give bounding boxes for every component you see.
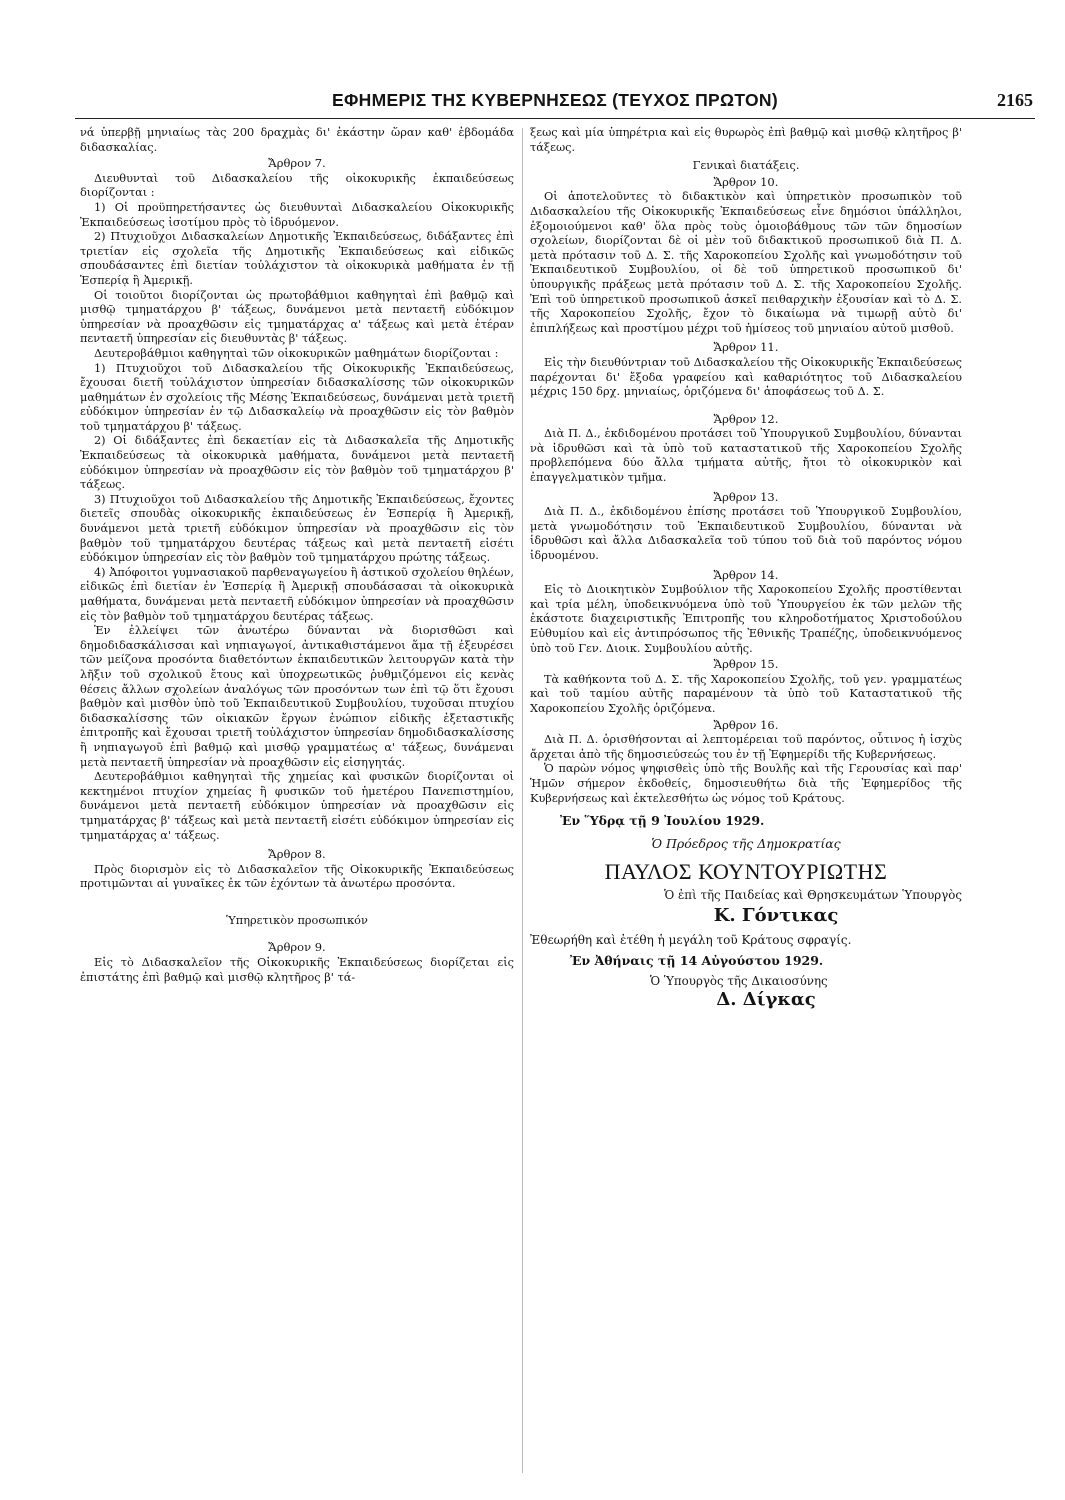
section-heading-staff: Ὑπηρετικὸν προσωπικόν	[226, 913, 368, 927]
article-9-heading: Ἄρθρον 9.	[268, 940, 326, 955]
article-7-heading: Ἄρθρον 7.	[268, 156, 326, 171]
paragraph: Διὰ Π. Δ., ἐκδιδομένου προτάσει τοῦ Ὑπουργικοῦ Συμβουλίου, δύνανται νὰ ἱδρυθῶσι καὶ τὰ ὑπὸ τοῦ καταστατικοῦ τῆς Χαροκοπείου Σχολῆς προβλεπόμενα δύο ἄλλα τμήματα αὐτῆς, ἤτοι τὸ οἰκοκυρικὸν καὶ ἐπαγγελματικὸν τμῆμα.	[530, 427, 962, 485]
paragraph: 2) Οἱ διδάξαντες ἐπὶ δεκαετίαν εἰς τὰ Διδασκαλεῖα τῆς Δημοτικῆς Ἐκπαιδεύσεως τὰ οἰκοκυρικὰ μαθήματα, δυνάμενοι μετὰ πενταετῆ εὐδόκιμον ὑπηρεσίαν νὰ προαχθῶσιν εἰς τὸν βαθμὸν τοῦ τμηματάρχου β' τάξεως.	[80, 434, 514, 492]
paragraph: 1) Οἱ προϋπηρετήσαντες ὡς διευθυνταὶ Διδασκαλείου Οἰκοκυρικῆς Ἐκπαιδεύσεως ἰσοτίμου πρὸς τὸ ἱδρυόμενον.	[80, 200, 514, 229]
president-title: Ὁ Πρόεδρος τῆς Δημοκρατίας	[651, 835, 841, 851]
paragraph: 4) Ἀπόφοιτοι γυμνασιακοῦ παρθεναγωγείου ἢ ἀστικοῦ σχολείου θηλέων, εἰδικῶς ἐπὶ διετίαν ἐν Ἑσπερίᾳ ἢ Ἀμερικῇ σπουδάσασαι τὰ οἰκοκυρικὰ μαθήματα, δυνάμεναι μετὰ πενταετῆ εὐδόκιμον ὑπηρεσίαν νὰ προαχθῶσιν εἰς τὸν βαθμὸν τοῦ τμηματάρχου δευτέρας τάξεως.	[80, 565, 514, 623]
paragraph: νά ὑπερβῇ μηνιαίως τὰς 200 δραχμὰς δι' ἑκάστην ὥραν καθ' ἑβδομάδα διδασκαλίας.	[80, 126, 514, 154]
paragraph: ξεως καὶ μία ὑπηρέτρια καὶ εἰς θυρωρὸς ἐπὶ βαθμῷ καὶ μισθῷ κλητῆρος β' τάξεως.	[530, 126, 962, 154]
paragraph: 2) Πτυχιοῦχοι Διδασκαλείων Δημοτικῆς Ἐκπαιδεύσεως, διδάξαντες ἐπὶ τριετίαν εἰς σχολεῖα τῆς Δημοτικῆς Ἐκπαιδεύσεως καὶ εἰδικῶς σπουδάσαντες ἐπὶ διετίαν τοὐλάχιστον τὰ οἰκοκυρικὰ μαθήματα ἐν τῇ Ἑσπερίᾳ ἢ Ἀμερικῇ.	[80, 230, 514, 287]
paragraph: Δευτεροβάθμιοι καθηγηταὶ τῶν οἰκοκυρικῶν μαθημάτων διορίζονται :	[94, 346, 499, 360]
enactment-date: Ἐν Ὕδρᾳ τῇ 9 Ἰουλίου 1929.	[560, 813, 765, 829]
article-10-heading: Ἄρθρον 10.	[713, 174, 779, 189]
paragraph: Εἰς τὴν διευθύντριαν τοῦ Διδασκαλείου τῆς Οἰκοκυρικῆς Ἐκπαιδεύσεως παρέχονται δι' ἔξοδα γραφείου καὶ καθαριότητος τοῦ Διδασκαλείου μέχρις 150 δρχ. μηνιαίως, ὁριζόμενα δι' ἀποφάσεως τοῦ Δ. Σ.	[530, 355, 962, 399]
seal-date: Ἐν Ἀθήναις τῇ 14 Αὐγούστου 1929.	[570, 952, 824, 968]
paragraph: 3) Πτυχιοῦχοι τοῦ Διδασκαλείου τῆς Δημοτικῆς Ἐκπαιδεύσεως, ἔχοντες διετεῖς σπουδὰς οἰκοκυρικῆς ἐκπαιδεύσεως ἐν Ἑσπερίᾳ ἢ Ἀμερικῇ, δυνάμενοι μετὰ τριετῆ εὐδόκιμον ὑπηρεσίαν νὰ προαχθῶσιν εἰς τὸν βαθμὸν τοῦ τμηματάρχου δευτέρας τάξεως καὶ μετὰ πενταετῆ εἰσέτι εὐδόκιμον ὑπηρεσίαν εἰς τὸν βαθμὸν τοῦ τμηματάρχου πρώτης τάξεως.	[80, 492, 514, 565]
right-column	[530, 126, 962, 1010]
section-heading-general: Γενικαὶ διατάξεις.	[692, 159, 800, 173]
paragraph: Οἱ τοιοῦτοι διορίζονται ὡς πρωτοβάθμιοι καθηγηταὶ ἐπὶ βαθμῷ καὶ μισθῷ τμηματάρχου β' τάξεως, δυνάμενοι μετὰ πενταετῆ εὐδόκιμον ὑπηρεσίαν νὰ προαχθῶσιν εἰς τμηματάρχας α' τάξεως καὶ μετὰ ἑτέραν πενταετῆ ὑπηρεσίαν εἰς διευθυντὰς β' τάξεως.	[80, 288, 514, 346]
paragraph: Διὰ Π. Δ. ὁρισθήσονται αἱ λεπτομέρειαι τοῦ παρόντος, οὗτινος ἡ ἰσχὺς ἄρχεται ἀπὸ τῆς δημοσιεύσεώς του ἐν τῇ Ἐφημερίδι τῆς Κυβερνήσεως.	[530, 733, 962, 761]
gazette-title: ΕΦΗΜΕΡΙΣ ΤΗΣ ΚΥΒΕΡΝΗΣΕΩΣ (ΤΕΥΧΟΣ ΠΡΩΤΟΝ)	[332, 90, 778, 110]
paragraph: Δευτεροβάθμιοι καθηγηταὶ τῆς χημείας καὶ φυσικῶν διορίζονται οἱ κεκτημένοι πτυχίον χημείας ἢ φυσικῶν τοῦ ἡμετέρου Πανεπιστημίου, δυνάμενοι μετὰ πενταετῆ εὐδόκιμον ὑπηρεσίαν νὰ προαχθῶσιν εἰς τμηματάρχας β' τάξεως καὶ μετὰ πενταετῆ εἰσέτι εὐδόκιμον ὑπηρεσίαν εἰς τμηματάρχας α' τάξεως.	[80, 770, 514, 842]
article-16-heading: Ἄρθρον 16.	[713, 717, 779, 732]
paragraph: Τὰ καθήκοντα τοῦ Δ. Σ. τῆς Χαροκοπείου Σχολῆς, τοῦ γεν. γραμματέως καὶ τοῦ ταμίου αὐτῆς παραμένουν τὰ ὑπὸ τοῦ Καταστατικοῦ τῆς Χαροκοπείου Σχολῆς ὁριζόμενα.	[530, 672, 962, 715]
paragraph: Οἱ ἀποτελοῦντες τὸ διδακτικὸν καὶ ὑπηρετικὸν προσωπικὸν τοῦ Διδασκαλείου τῆς Οἰκοκυρικῆς Ἐκπαιδεύσεως εἶνε δημόσιοι ὑπάλληλοι, ἐξομοιούμενοι καθ' ὅλα πρὸς τοὺς ὁμοιοβάθμους τῶν τῶν δημοσίων σχολείων, διορίζονται δὲ οἱ μὲν τοῦ διδακτικοῦ προσωπικοῦ διὰ Π. Δ. μετὰ πρότασιν τοῦ Δ. Σ. τῆς Χαροκοπείου Σχολῆς καὶ γνωμοδότησιν τοῦ Ἐκπαιδευτικοῦ Συμβουλίου, οἱ δὲ τοῦ ὑπηρετικοῦ προσωπικοῦ δι' ὑπουργικῆς πράξεως μετὰ πρότασιν τοῦ Δ. Σ. τῆς Χαροκοπείου Σχολῆς. Ἐπὶ τοῦ ὑπηρετικοῦ προσωπικοῦ ἀσκεῖ πειθαρχικὴν ἐξουσίαν καὶ τὸ Δ. Σ. τῆς Χαροκοπείου Σχολῆς, ἔχον τὸ δικαίωμα νὰ τιμωρῇ αὐτὸ δι' ἐπιπλήξεως καὶ προστίμου μέχρι τοῦ ἡμίσεος τοῦ μηνιαίου αὐτοῦ μισθοῦ.	[530, 190, 962, 335]
paragraph: Διευθυνταὶ τοῦ Διδασκαλείου τῆς οἰκοκυρικῆς ἐκπαιδεύσεως διορίζονται :	[80, 171, 514, 200]
seal-note: Ἐθεωρήθη καὶ ἐτέθη ἡ μεγάλη τοῦ Κράτους σφραγίς.	[530, 933, 852, 948]
article-8-heading: Ἄρθρον 8.	[268, 847, 326, 862]
paragraph: Εἰς τὸ Διοικητικὸν Συμβούλιον τῆς Χαροκοπείου Σχολῆς προστίθενται καὶ τρία μέλη, ὑποδεικνυόμενα ὑπὸ τοῦ Ὑπουργείου ἐκ τῶν μελῶν τῆς ἑκάστοτε διαχειριστικῆς Ἐπιτροπῆς του κληροδοτήματος Χριστοδούλου Εὐθυμίου καὶ εἰς ἀντιπρόσωπος τῆς Ἐθνικῆς Τραπέζης, ὑποδεικνυόμενος ὑπὸ τοῦ Γεν. Διοικ. Συμβουλίου αὐτῆς.	[530, 583, 962, 655]
page-header	[75, 88, 1035, 119]
article-11-heading: Ἄρθρον 11.	[713, 340, 779, 355]
article-13-heading: Ἄρθρον 13.	[713, 489, 779, 504]
minister-name: Κ. Γόντικας	[713, 904, 839, 926]
article-15-heading: Ἄρθρον 15.	[713, 657, 779, 672]
minister-title: Ὁ ἐπὶ τῆς Παιδείας καὶ Θρησκευμάτων Ὑπουργὸς	[664, 887, 962, 902]
column-divider	[522, 128, 523, 1473]
justice-minister-title: Ὁ Ὑπουργὸς τῆς Δικαιοσύνης	[650, 974, 828, 989]
paragraph: Ὁ παρὼν νόμος ψηφισθεὶς ὑπὸ τῆς Βουλῆς καὶ τῆς Γερουσίας καὶ παρ' Ἡμῶν σήμερον ἐκδοθείς, δημοσιευθήτω διὰ τῆς Ἐφημερίδος τῆς Κυβερνήσεως καὶ ἐκτελεσθήτω ὡς νόμος τοῦ Κράτους.	[530, 762, 962, 805]
article-14-heading: Ἄρθρον 14.	[713, 567, 779, 582]
justice-minister-name: Δ. Δίγκας	[716, 988, 816, 1010]
article-12-heading: Ἄρθρον 12.	[713, 411, 779, 426]
paragraph: Διὰ Π. Δ., ἐκδιδομένου ἐπίσης προτάσει τοῦ Ὑπουργικοῦ Συμβουλίου, μετὰ γνωμοδότησιν τοῦ Ἐκπαιδευτικοῦ Συμβουλίου, δύνανται νὰ ἱδρυθῶσι καὶ ἄλλα Διδασκαλεῖα τοῦ τύπου τοῦ διὰ τοῦ παρόντος νόμου ἱδρυομένου.	[530, 505, 962, 563]
paragraph: 1) Πτυχιοῦχοι τοῦ Διδασκαλείου τῆς Οἰκοκυρικῆς Ἐκπαιδεύσεως, ἔχουσαι διετῆ τοὐλάχιστον ὑπηρεσίαν διδασκαλίσσης τῶν οἰκοκυρικῶν μαθημάτων ἐν σχολείοις τῆς Μέσης Ἐκπαιδεύσεως, δυνάμεναι μετὰ τριετῆ εὐδόκιμον ὑπηρεσίαν ἐν τῷ Διδασκαλείῳ νὰ προαχθῶσιν εἰς τὸν βαθμὸν τοῦ τμηματάρχου β' τάξεως.	[80, 361, 514, 433]
paragraph: Ἐν ἐλλείψει τῶν ἀνωτέρω δύνανται νὰ διορισθῶσι καὶ δημοδιδασκάλισσαι καὶ νηπιαγωγοί, ἀντικαθιστάμενοι ἅμα τῇ ἐξευρέσει τῶν μείζονα προσόντα διαθετόντων ἐκπαιδευτικῶν λειτουργῶν κατὰ τὴν λῆξιν τοῦ σχολικοῦ ἔτους καὶ ὑποχρεωτικῶς ῥυθμιζόμενοι εἰς κενὰς θέσεις ἄλλων σχολείων ἀναλόγως τῶν προσόντων των ἐπὶ τῷ ὅτι ἔχουσι βαθμὸν καὶ μισθὸν ὑπὸ τοῦ Ἐκπαιδευτικοῦ Συμβουλίου, τυχοῦσαι πτυχίου διδασκαλίσσης τῶν οἰκιακῶν ἔργων ἐνώπιον εἰδικῆς ἐξεταστικῆς ἐπιτροπῆς καὶ ἔχουσαι τριετῆ τοὐλάχιστον ὑπηρεσίαν δημοδιδασκαλίσσης ἢ νηπιαγωγοῦ ἐπὶ βαθμῷ καὶ μισθῷ γραμματέως α' τάξεως, δυνάμεναι μετὰ πενταετῆ ὑπηρεσίαν νὰ προαχθῶσιν εἰς εἰσηγητάς.	[80, 624, 514, 769]
president-name: ΠΑΥΛΟΣ ΚΟΥΝΤΟΥΡΙΩΤΗΣ	[604, 859, 888, 885]
page-number: 2165	[997, 90, 1033, 110]
paragraph: Εἰς τὸ Διδασκαλεῖον τῆς Οἰκοκυρικῆς Ἐκπαιδεύσεως διορίζεται εἰς ἐπιστάτης ἐπὶ βαθμῷ καὶ μισθῷ κλητῆρος β' τά-	[80, 956, 514, 984]
paragraph: Πρὸς διορισμὸν εἰς τὸ Διδασκαλεῖον τῆς Οἰκοκυρικῆς Ἐκπαιδεύσεως προτιμῶνται αἱ γυναῖκες ἐκ τῶν ἐχόντων τὰ ἀνωτέρω προσόντα.	[80, 862, 514, 891]
left-column	[80, 126, 514, 985]
